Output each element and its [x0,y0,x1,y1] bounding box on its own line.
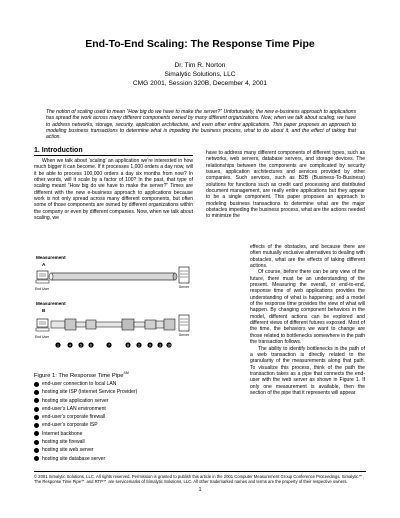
measurement-a-label: Measurement [36,255,66,260]
number-2-icon [34,390,39,395]
legend-item [34,388,194,396]
measurement-b-label: Measurement [36,301,66,306]
pipe-number-badge [147,342,152,347]
end-user-a-label: End User [35,287,50,291]
legend-item [34,380,194,388]
pipe-number-badge [106,342,111,347]
copyright-footnote: © 2001 Simalytic Solutions, LLC. All rights reserved. Permission is granted to publish this article in the 2001 Computer Measurement Group Conference Proceedings. Simalytic℠, The Response Time Pipe℠ and RTP℠ are servicemarks of Simalytic Solutions, LLC. All other trademarked names and terms are the property of their respective owners. [34,474,364,485]
pipe-diagram [34,253,196,371]
legend-label: hosting site application server [42,397,109,404]
servicemark-sup: SM [123,371,129,375]
measurement-b-letter: B [42,308,46,313]
intro-paragraph: When we talk about ‘scaling’ an application we're interested in how much bigger it can become. If it processes 1,000 orders a day now, will it be able to process 100,000 orders a day six months from now? In other words, will it scale by a factor of 100? In the past, that type of scaling meant “How big do we have to make the server?” Times are different with the new e-business approach to applications because work is not only spread across many different components, but often some of those components are owned by different organizations within the company or even by different companies. Now, when we talk about scaling, we [34,158,193,222]
author-name: Dr. Tim R. Norton [174,62,226,69]
pipe-number-label: 9 [149,343,151,348]
legend-item [34,405,194,413]
legend-item [34,421,194,429]
measurement-a-letter: A [42,262,46,267]
end-user-computer-icon [36,271,49,283]
abstract: The notion of scaling used to mean “How big do we have to make the server?” Unfortunately, the new e-business approach to applications has spread the work across many different components owned by many different organizations. Now, when we talk about scaling, we have to address networks, storage, security, application architecture, and even other entire applications. This paper proposes an approach to modeling business transactions to determine what is impeding the business process, what to do about it, and the effect of taking that action. [46,109,356,141]
pipe-number-label: 2 [138,343,140,348]
section-rule [34,155,193,156]
legend-label: Internet backbone [42,430,83,437]
figure-caption-text: Figure 1: The Response Time Pipe [34,372,124,379]
author-affiliation: Simalytic Solutions, LLC [164,71,236,78]
number-10-icon [34,456,39,461]
legend-label: end-user's LAN environment [42,405,106,412]
pipe-number-label: 10 [167,343,171,348]
body-paragraph: effects of the obstacles, and because there are often mutually exclusive alternatives to dealing with obstacles, what are the effects of taking different actions. [250,244,365,270]
pipe-number-label: 1 [57,343,59,348]
venue-line: CMG 2001, Session 320B, December 4, 2001 [132,80,268,87]
right-column-top [206,150,365,220]
body-paragraph: Of course, before there can be any view of the future, there must be an understanding of the present. Measuring the overall, or end-to-end, response time of web applications provides the understanding of what is happening; and a model of the response time provides the view of what will happen. By changing component behaviors in the model, different actions can be explored and different views of different futures exposed. Most of the time, the behaviors we want to change are those related to bottlenecks somewhere in the path the transaction follows. [250,269,365,346]
pipe-number-badge [88,342,93,347]
figure-caption [34,371,129,379]
legend-item [34,413,194,421]
pipe-number-label: 3 [159,343,161,348]
number-6-icon [34,423,39,428]
pipe-number-label: 5 [80,343,82,348]
legend-label: hosting site database server [42,455,106,462]
pipe-number-badge [78,342,83,347]
pipe-number-label: 8 [127,343,129,348]
pipe-number-badge [166,342,171,347]
pipe-segment-numbers [55,342,171,347]
pipe-number-badge [125,342,130,347]
legend-label: hosting site firewall [42,439,85,446]
pipe-number-badge [55,342,60,347]
pipe-b-segments [51,319,175,330]
server-a-label: Server [179,285,189,289]
pipe-number-badge [136,342,141,347]
server-icon [179,267,189,283]
pipe-number-label: 7 [108,343,110,348]
legend-item [34,397,194,405]
end-user-b-label: End User [35,335,50,339]
pipe-number-badge [67,342,72,347]
pipe-number-badge [157,342,162,347]
pipe-number-label: 6 [90,343,92,348]
server-b-label: Server [179,333,189,337]
legend-item [34,455,194,463]
legend-label: end-user's corporate firewall [42,414,106,421]
legend-item [34,438,194,446]
number-4-icon [34,407,39,412]
number-7-icon [34,431,39,436]
legend-label: hosting site web server [42,447,94,454]
pipe-a [49,273,177,280]
legend-item [34,430,194,438]
right-column-bottom [250,244,365,396]
body-paragraph: have to address many different components of different types, such as networks, web servers, database servers, and storage devices. The relationships between the components are complicated by security issues, application architectures and services provided by other companies. Such services, such as B2B (Business-To-Business) solutions for functions such as credit card processing and distributed document management, are really entire applications but they appear to be a single component. This paper proposes an approach to modeling business transactions to determine what are the major obstacles impeding the business process, what are the actions needed to minimize the [206,150,365,220]
pipe-number-label: 4 [69,343,71,348]
server-icon [179,315,189,331]
left-column [34,147,193,221]
number-3-icon [34,398,39,403]
number-5-icon [34,415,39,420]
response-time-pipe-figure [34,253,196,371]
footnote-rule [34,471,366,472]
number-1-icon [34,382,39,387]
legend-label: end-user's corporate ISP [42,422,98,429]
number-8-icon [34,440,39,445]
legend-label: end-user connection to local LAN [42,381,117,387]
paper-title: End-To-End Scaling: The Response Time Pipe [85,38,315,50]
number-9-icon [34,448,39,453]
page-number: 1 [198,487,202,493]
legend-item [34,446,194,454]
legend-label: hosting site ISP (Internet Service Provider) [42,389,138,396]
figure-legend [34,380,194,463]
end-user-computer-icon [36,319,49,331]
body-paragraph: The ability to identify bottlenecks in the path of a web transaction is directly related to the granularity of the measurements along that path. To visualize this process, think of the path the transaction takes as a pipe that connects the end-user with the web server as shown in Figure 1. If only one measurement is available, then the section of the pipe that it represents will appear [250,345,365,396]
section-heading: 1. Introduction [34,147,83,154]
